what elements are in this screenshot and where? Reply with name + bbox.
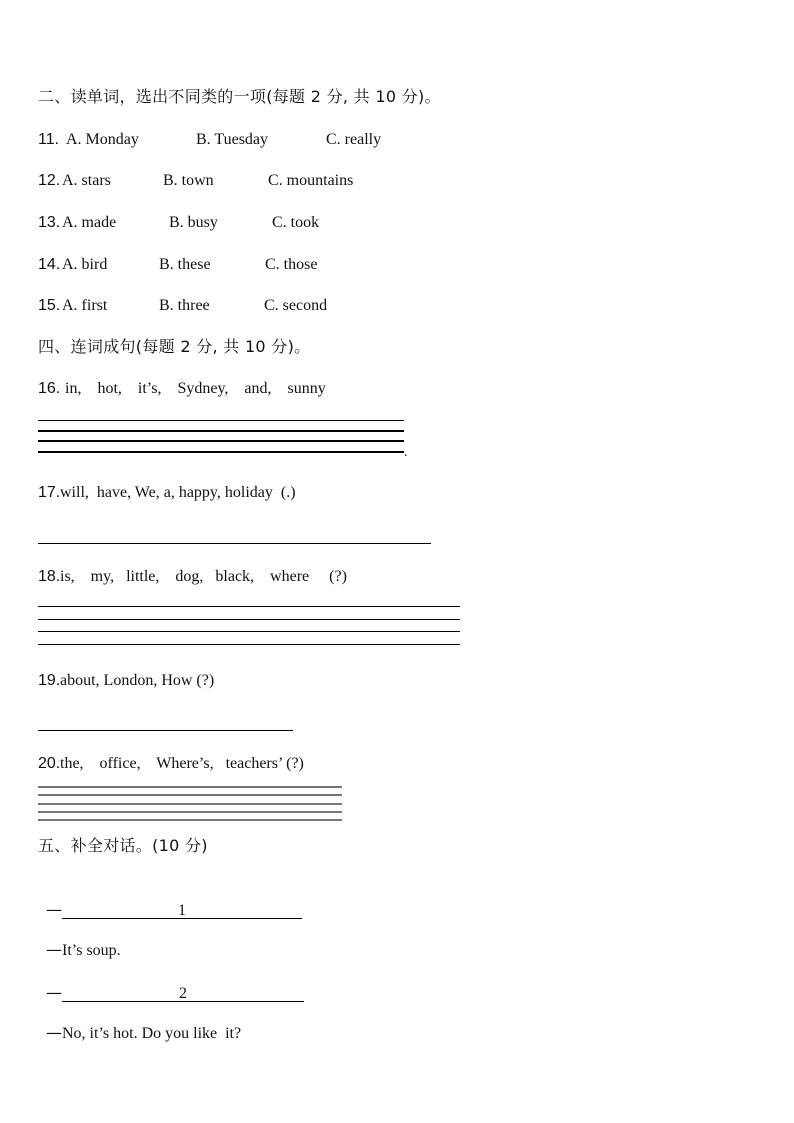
scrambled-words: will, have, We, a, happy, holiday (.) — [60, 484, 296, 501]
answer-line — [38, 420, 404, 421]
answer-line — [38, 811, 342, 813]
answer-line — [38, 440, 404, 442]
answer-line — [38, 543, 431, 544]
option-c: C. took — [272, 214, 320, 231]
answer-line — [38, 803, 342, 805]
answer-line — [38, 631, 460, 632]
answer-line — [38, 606, 460, 607]
section2-heading: 二、读单词，选出不同类的一项(每题 2 分, 共 10 分)。 — [38, 87, 441, 106]
blank-number: 2 — [179, 985, 187, 1002]
question-number: 16. — [38, 380, 61, 397]
option-b: B. three — [159, 297, 210, 314]
answer-line — [38, 619, 460, 620]
answer-line — [38, 644, 460, 645]
question-number: 18. — [38, 568, 61, 585]
question-number: 17. — [38, 484, 61, 501]
option-b: B. Tuesday — [196, 131, 269, 148]
answer-line — [38, 430, 404, 432]
question-number: 15. — [38, 297, 61, 314]
option-c: C. those — [265, 256, 318, 273]
option-c: C. really — [326, 131, 382, 148]
option-a: A. Monday — [66, 131, 139, 148]
section4-heading: 四、连词成句(每题 2 分, 共 10 分)。 — [38, 337, 311, 356]
option-b: B. busy — [169, 214, 218, 231]
dialogue-line-2 — [38, 920, 121, 961]
answer-line — [38, 730, 293, 731]
option-b: B. these — [159, 256, 211, 273]
scrambled-words: the, office, Where’s, teachers’ (?) — [60, 755, 304, 772]
section5-heading: 五、补全对话。(10 分) — [38, 836, 208, 855]
dialogue-dash: — — [46, 983, 62, 1002]
answer-line — [38, 786, 342, 788]
dialogue-text: No, it’s hot. Do you like it? — [62, 1025, 242, 1042]
dialogue-dash: — — [46, 1023, 62, 1042]
question-number: 14. — [38, 256, 61, 273]
option-a: A. first — [62, 297, 108, 314]
question-number: 20. — [38, 755, 61, 772]
option-a: A. stars — [62, 172, 111, 189]
option-c: C. second — [264, 297, 328, 314]
question-number: 13. — [38, 214, 61, 231]
option-a: A. made — [62, 214, 117, 231]
sentence-end-mark: . — [404, 445, 408, 460]
option-b: B. town — [163, 172, 214, 189]
question-number: 19. — [38, 672, 61, 689]
scrambled-words: in, hot, it’s, Sydney, and, sunny — [65, 380, 326, 397]
blank-number: 1 — [178, 902, 186, 919]
dialogue-dash: — — [46, 900, 62, 919]
dialogue-dash: — — [46, 940, 62, 959]
dialogue-text: It’s soup. — [62, 942, 121, 959]
answer-line — [38, 451, 404, 453]
dialogue-blank-1[interactable] — [62, 901, 302, 919]
dialogue-line-1 — [38, 880, 302, 921]
scrambled-words: about, London, How (?) — [60, 672, 215, 689]
answer-line — [38, 819, 342, 821]
question-number: 12. — [38, 172, 61, 189]
option-c: C. mountains — [268, 172, 354, 189]
dialogue-line-3 — [38, 963, 304, 1004]
dialogue-line-4 — [38, 1003, 241, 1044]
scrambled-words: is, my, little, dog, black, where (?) — [60, 568, 347, 585]
question-number: 11. — [38, 131, 60, 148]
dialogue-blank-2[interactable] — [62, 984, 304, 1002]
answer-line — [38, 794, 342, 796]
option-a: A. bird — [62, 256, 108, 273]
